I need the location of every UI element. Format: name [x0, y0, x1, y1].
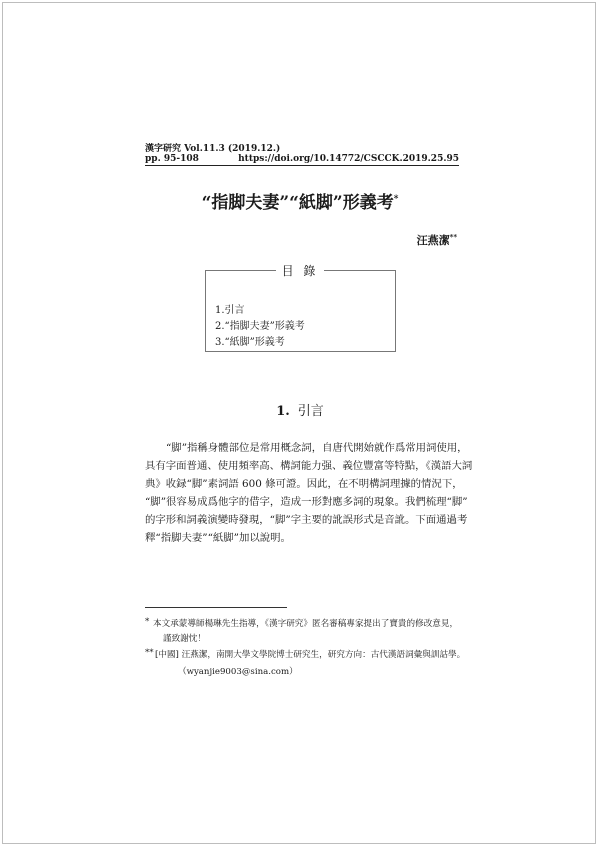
footnote-2-mark: ** [145, 648, 154, 658]
title-footnote-mark[interactable]: * [393, 194, 399, 205]
toc-item-1[interactable]: 1.引言 [215, 305, 245, 316]
body-line-4: “脚”很容易成爲他字的借字，造成一形對應多詞的現象。我們梳理“脚” [145, 496, 468, 508]
toc-item-2[interactable]: 2.“指脚夫妻”形義考 [215, 321, 305, 332]
footnote-1-line-1: 本文承蒙導師楊琳先生指導，《漢字研究》匿名審稿專家提出了寶貴的修改意見， [153, 619, 459, 629]
author-name: 汪燕潔 [416, 234, 450, 247]
journal-info: 漢字研究 Vol.11.3 (2019.12.) [145, 144, 281, 154]
paper-title [0, 188, 600, 213]
body-line-5: 的字形和詞義演變時發現，“脚”字主要的訛誤形式是音訛。下面通過考 [145, 514, 468, 526]
section-number: 1. [276, 404, 290, 419]
body-line-3: 典》收録“脚”素詞語 600 條可證。因此，在不明構詞理據的情況下， [145, 478, 463, 490]
footnote-1-mark: * [145, 617, 150, 627]
author-footnote-mark[interactable]: ** [449, 232, 457, 242]
toc-item-3[interactable]: 3.“紙脚”形義考 [215, 337, 285, 348]
body-line-1: “脚”指稱身體部位是常用概念詞，自唐代開始就作爲常用詞使用， [166, 442, 468, 454]
doi-link[interactable]: https://doi.org/10.14772/CSCCK.2019.25.95 [238, 154, 459, 164]
page-border [2, 2, 596, 844]
footnote-2-line-1: [中國] 汪燕潔，南開大學文學院博士研究生，研究方向：古代漢語詞彙與訓詁學。 [155, 650, 466, 660]
footnote-2-email[interactable]: （wyanjie9003@sina.com） [178, 667, 298, 677]
toc-heading [0, 262, 600, 279]
author [417, 232, 457, 248]
body-line-6: 釋“指脚夫妻”“紙脚”加以說明。 [145, 532, 291, 544]
page-range: pp. 95-108 [145, 154, 199, 164]
toc-heading-text: 目 錄 [276, 264, 325, 278]
section-title-text: 引言 [297, 404, 324, 419]
body-line-2: 具有字面普通、使用頻率高、構詞能力强、義位豐富等特點，《漢語大詞 [145, 460, 473, 472]
header-rule [145, 165, 459, 166]
section-heading [0, 400, 600, 419]
paper-title-text: “指脚夫妻”“紙脚”形義考 [201, 193, 394, 213]
footnote-rule [145, 607, 287, 608]
footnote-1-line-2: 謹致謝忱！ [163, 634, 206, 644]
